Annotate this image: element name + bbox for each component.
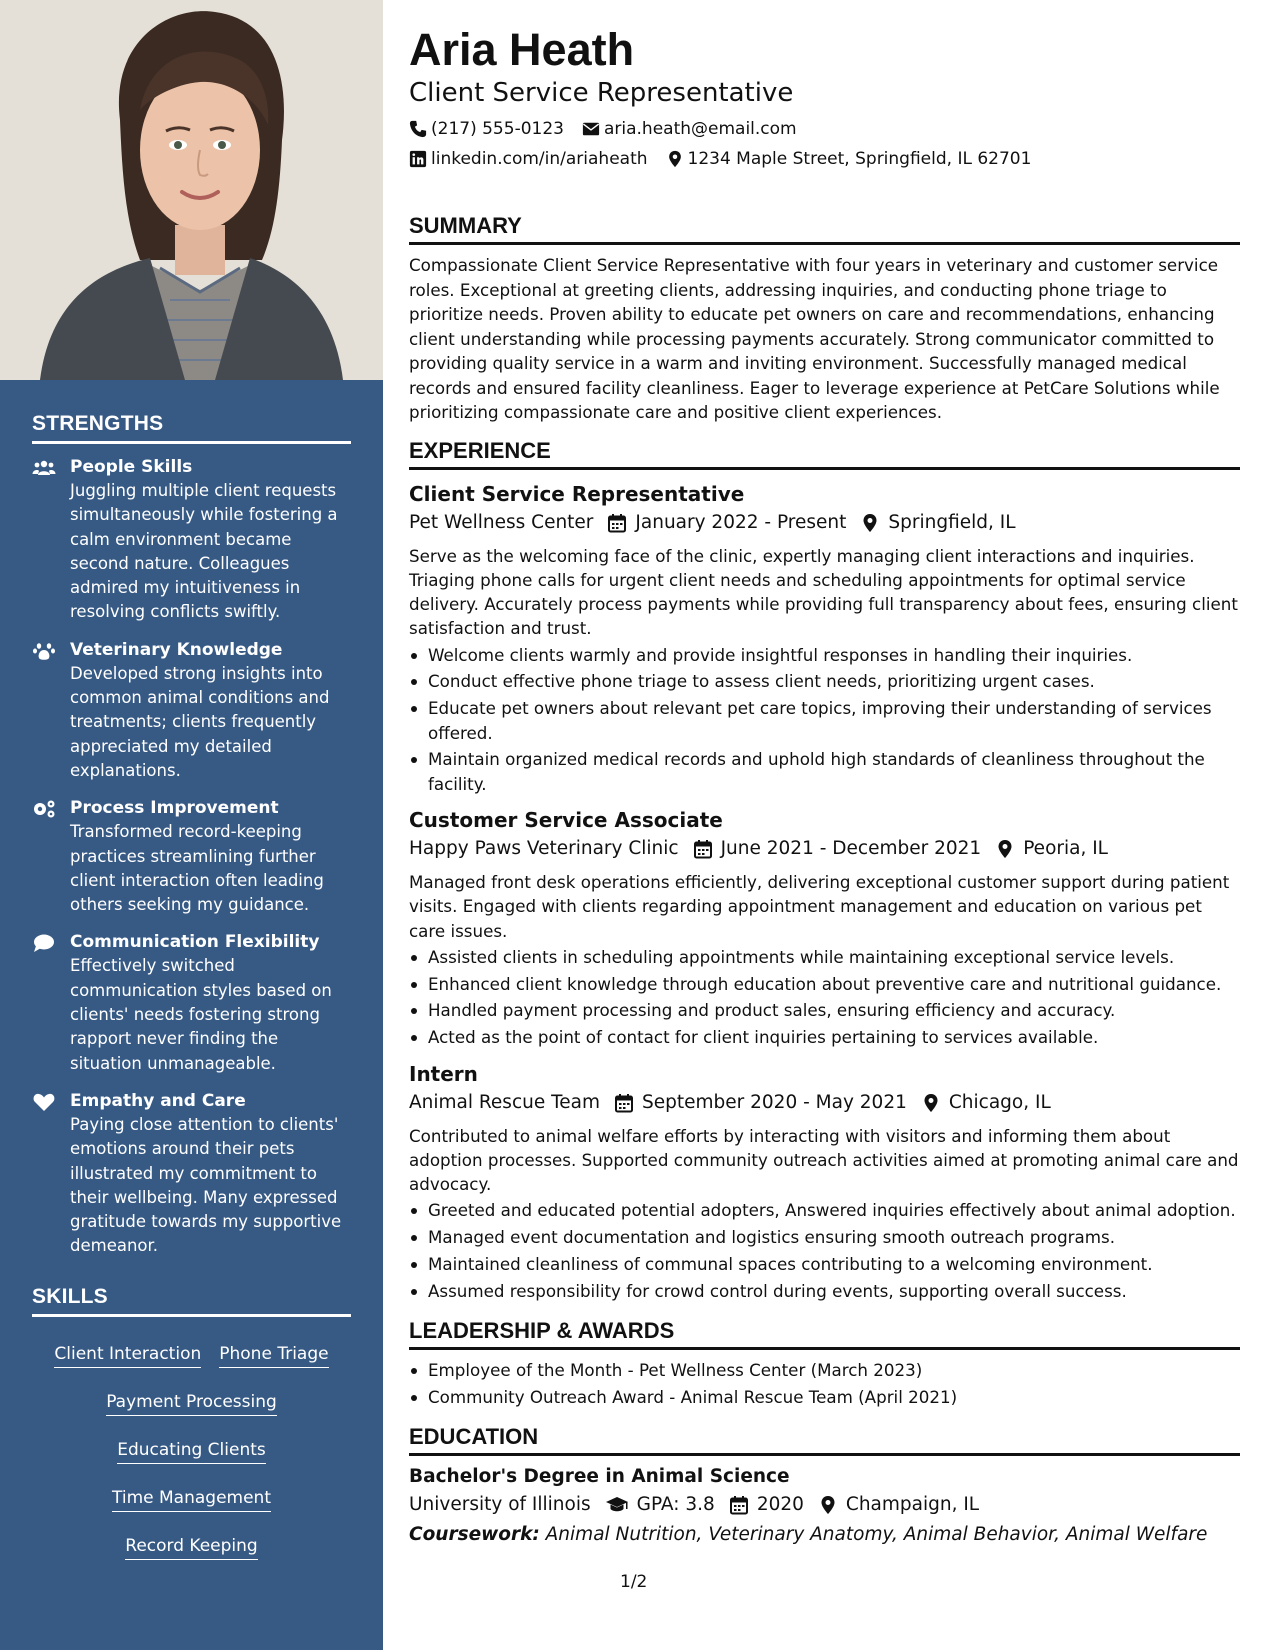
location-pin-icon [818, 1495, 838, 1515]
list-item: Greeted and educated potential adopters, Answered inquiries effectively about animal adoption. [409, 1198, 1240, 1222]
linkedin-icon [409, 150, 427, 168]
list-item: Assisted clients in scheduling appointments while maintaining exceptional service levels. [409, 945, 1240, 969]
strength-desc: Effectively switched communication styles based on clients' needs fostering strong rapport never finding the situation unmanageable. [70, 956, 332, 1073]
phone-icon [409, 120, 427, 138]
job-dates: June 2021 - December 2021 [720, 837, 982, 859]
strength-desc: Transformed record-keeping practices streamlining further client interaction often leading others seeking my guidance. [70, 822, 324, 915]
skill-tag: Payment Processing [106, 1391, 277, 1416]
skill-tag: Educating Clients [117, 1439, 266, 1464]
calendar-icon [614, 1093, 634, 1113]
linkedin-contact[interactable] [409, 148, 648, 170]
education-meta [409, 1492, 1240, 1518]
job-company: Animal Rescue Team [409, 1091, 600, 1113]
coursework-label: Coursework: [409, 1524, 540, 1546]
skills-list [32, 1329, 351, 1575]
heart-icon [32, 1092, 56, 1112]
awards-heading: LEADERSHIP & AWARDS [409, 1317, 1240, 1350]
sidebar-content [32, 412, 351, 1575]
location-pin-icon [860, 513, 880, 533]
job-title: Client Service Representative [409, 481, 745, 506]
profile-photo [0, 0, 383, 380]
job-title: Intern [409, 1061, 478, 1086]
chat-icon [32, 933, 56, 953]
location-pin-icon [995, 839, 1015, 859]
education-degree: Bachelor's Degree in Animal Science [409, 1466, 790, 1488]
job-bullets [409, 945, 1240, 1050]
strength-item [32, 797, 351, 917]
gears-icon [32, 799, 56, 819]
list-item: Employee of the Month - Pet Wellness Center (March 2023) [409, 1358, 1240, 1382]
linkedin-text[interactable]: linkedin.com/in/ariaheath [431, 149, 648, 169]
awards-list [409, 1358, 1240, 1409]
job-entry [409, 806, 1240, 1050]
job-location: Peoria, IL [1023, 837, 1108, 859]
job-entry [409, 480, 1240, 796]
skill-tag: Time Management [112, 1487, 271, 1512]
skills-heading: SKILLS [32, 1285, 351, 1317]
contact-row [409, 118, 1240, 140]
strengths-heading: STRENGTHS [32, 412, 351, 444]
candidate-role: Client Service Representative [409, 78, 794, 108]
strength-title: Process Improvement [70, 798, 279, 819]
job-meta [409, 836, 1240, 862]
job-dates: January 2022 - Present [635, 511, 847, 533]
job-bullets [409, 643, 1240, 796]
list-item: Maintained cleanliness of communal spaces contributing to a welcoming environment. [409, 1252, 1240, 1276]
summary-text: Compassionate Client Service Representative with four years in veterinary and customer service roles. Exceptional at greeting clients, addressing inquiries, and conducting phone triage to prioritize needs. Proven ability to educate pet owners on care and recommendations, enhancing client understanding while processing payments accurately. Strong communicator committed to providing quality service in a warm and inviting environment. Successfully managed medical records and ensured facility cleanliness. Eager to leverage experience at PetCare Solutions while prioritizing compassionate care and positive client experiences. [409, 255, 1220, 422]
summary-heading: SUMMARY [409, 212, 1240, 245]
job-meta [409, 1090, 1240, 1116]
list-item: Educate pet owners about relevant pet care topics, improving their understanding of services offered. [409, 696, 1240, 745]
strength-title: Communication Flexibility [70, 932, 320, 953]
list-item: Community Outreach Award - Animal Rescue Team (April 2021) [409, 1385, 1240, 1409]
education-location: Champaign, IL [845, 1494, 980, 1516]
strength-title: Veterinary Knowledge [70, 639, 283, 660]
job-description: Contributed to animal welfare efforts by interacting with visitors and informing them about adoption processes. Supported community outreach activities aimed at promoting animal care and advocacy. [409, 1125, 1239, 1195]
job-entry [409, 1060, 1240, 1304]
job-title: Customer Service Associate [409, 807, 723, 832]
address-contact [666, 148, 1032, 170]
job-company: Pet Wellness Center [409, 511, 594, 533]
phone-text: (217) 555-0123 [431, 119, 564, 139]
experience-heading: EXPERIENCE [409, 437, 1240, 470]
calendar-icon [729, 1495, 749, 1515]
list-item: Conduct effective phone triage to assess client needs, prioritizing urgent cases. [409, 669, 1240, 693]
education-school: University of Illinois [409, 1494, 591, 1516]
contact-row [409, 148, 1240, 170]
list-item: Managed event documentation and logistics ensuring smooth outreach programs. [409, 1225, 1240, 1249]
strength-item [32, 639, 351, 783]
calendar-icon [693, 839, 713, 859]
phone-contact [409, 118, 564, 140]
candidate-name: Aria Heath [409, 24, 635, 75]
strength-title: Empathy and Care [70, 1090, 246, 1111]
job-description: Serve as the welcoming face of the clinic, expertly managing client interactions and inquiries. Triaging phone calls for urgent client needs and scheduling appointments for optimal service delivery. Accurately process payments while providing full transparency about fees, ensuring client satisfaction and trust. [409, 545, 1238, 639]
coursework-text: Animal Nutrition, Veterinary Anatomy, Animal Behavior, Animal Welfare [545, 1524, 1208, 1546]
portrait-illustration [0, 0, 383, 380]
strength-item [32, 931, 351, 1075]
strength-item [32, 1090, 351, 1259]
job-dates: September 2020 - May 2021 [642, 1091, 907, 1113]
job-meta [409, 510, 1240, 536]
strength-desc: Developed strong insights into common animal conditions and treatments; clients frequently appreciated my detailed explanations. [70, 663, 330, 780]
email-contact[interactable] [582, 118, 797, 140]
list-item: Welcome clients warmly and provide insightful responses in handling their inquiries. [409, 643, 1240, 667]
location-pin-icon [666, 150, 684, 168]
email-icon [582, 120, 600, 138]
skill-tag: Phone Triage [219, 1343, 328, 1368]
location-pin-icon [921, 1093, 941, 1113]
main-content [409, 24, 1240, 1548]
education-coursework [409, 1522, 1240, 1548]
email-text[interactable]: aria.heath@email.com [603, 119, 797, 139]
list-item: Assumed responsibility for crowd control during events, supporting overall success. [409, 1279, 1240, 1303]
address-text: 1234 Maple Street, Springfield, IL 62701 [687, 149, 1032, 169]
paw-icon [32, 641, 56, 661]
list-item: Acted as the point of contact for client inquiries pertaining to services available. [409, 1025, 1240, 1049]
strength-title: People Skills [70, 457, 193, 477]
skill-tag: Client Interaction [54, 1343, 201, 1368]
list-item: Enhanced client knowledge through education about preventive care and nutritional guidance. [409, 972, 1240, 996]
job-bullets [409, 1198, 1240, 1303]
people-icon [32, 458, 56, 478]
strength-item [32, 456, 351, 625]
page-number: 1/2 [620, 1572, 648, 1592]
job-description: Managed front desk operations efficiently, delivering exceptional customer support during patient visits. Engaged with clients regarding appointment management and education on various pet care issues. [409, 871, 1230, 941]
job-location: Springfield, IL [888, 511, 1016, 533]
education-heading: EDUCATION [409, 1423, 1240, 1456]
graduation-cap-icon [605, 1495, 629, 1515]
sidebar [0, 0, 383, 1650]
job-company: Happy Paws Veterinary Clinic [409, 837, 679, 859]
education-gpa: GPA: 3.8 [636, 1494, 715, 1516]
education-year: 2020 [756, 1494, 804, 1516]
strength-desc: Paying close attention to clients' emotions around their pets illustrated my commitment to their wellbeing. Many expressed gratitude towards my supportive demeanor. [70, 1114, 342, 1256]
job-location: Chicago, IL [948, 1091, 1051, 1113]
calendar-icon [607, 513, 627, 533]
list-item: Maintain organized medical records and uphold high standards of cleanliness throughout the facility. [409, 747, 1240, 796]
list-item: Handled payment processing and product sales, ensuring efficiency and accuracy. [409, 998, 1240, 1022]
strength-desc: Juggling multiple client requests simultaneously while fostering a calm environment became second nature. Colleagues admired my intuitiveness in resolving conflicts swiftly. [70, 481, 338, 622]
skill-tag: Record Keeping [125, 1535, 257, 1560]
